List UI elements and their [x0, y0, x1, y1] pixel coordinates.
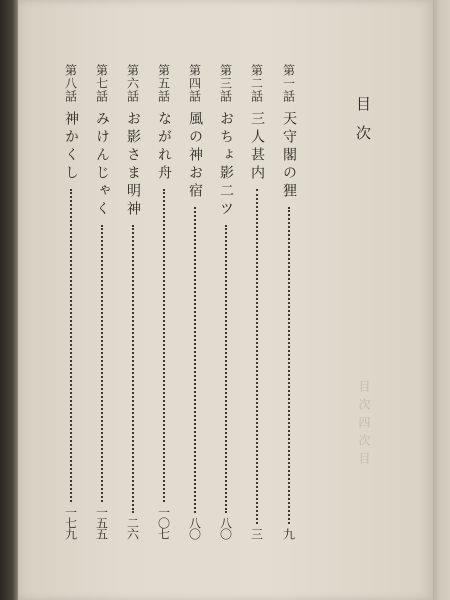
- chapter-title: 風の神お宿: [187, 111, 203, 201]
- chapter-title: ながれ舟: [156, 111, 172, 183]
- chapter-title: 三人甚内: [249, 111, 265, 183]
- leader-dots: [225, 225, 227, 513]
- toc-entry-4: [184, 64, 206, 539]
- book-gutter: [0, 0, 18, 600]
- leader-dots: [256, 189, 258, 524]
- chapter-number: 第七話: [94, 64, 109, 103]
- leader-dots: [132, 225, 134, 513]
- toc-title: 目次: [354, 96, 372, 154]
- chapter-number: 第五話: [156, 64, 171, 103]
- chapter-title: お影さま明神: [125, 111, 141, 219]
- page-number: 一五五: [94, 506, 109, 539]
- leader-dots: [163, 189, 165, 502]
- page-number: 二六: [125, 517, 140, 539]
- leader-dots: [70, 189, 72, 502]
- chapter-title: 天守閣の狸: [281, 111, 297, 201]
- chapter-title: みけんじゃく: [94, 111, 110, 219]
- page-number: 三: [249, 528, 264, 539]
- toc-entry-1: [278, 64, 300, 539]
- toc-entry-3: [215, 64, 237, 539]
- leader-dots: [288, 207, 290, 524]
- page-number: 一〇七: [156, 506, 171, 539]
- chapter-number: 第二話: [249, 64, 264, 103]
- bleed-through-text: 目次四次目: [357, 380, 371, 470]
- page-number: 九: [281, 528, 296, 539]
- page-number: 八〇: [218, 517, 233, 539]
- leader-dots: [101, 225, 103, 502]
- paper-page: [18, 0, 433, 600]
- toc-entry-2: [246, 64, 268, 539]
- chapter-number: 第四話: [187, 64, 202, 103]
- toc-entry-7: [91, 64, 113, 539]
- page-number: 一七九: [63, 506, 78, 539]
- page-stack-edge: [433, 0, 450, 600]
- chapter-number: 第一話: [281, 64, 296, 103]
- chapter-title: おちょ影二ツ: [218, 111, 234, 219]
- toc-entry-8: [60, 64, 82, 539]
- page-number: 八〇: [187, 517, 202, 539]
- chapter-title: 神かくし: [63, 111, 79, 183]
- toc-entry-6: [122, 64, 144, 539]
- chapter-number: 第八話: [63, 64, 78, 103]
- toc-entry-5: [153, 64, 175, 539]
- leader-dots: [194, 207, 196, 513]
- chapter-number: 第三話: [218, 64, 233, 103]
- chapter-number: 第六話: [125, 64, 140, 103]
